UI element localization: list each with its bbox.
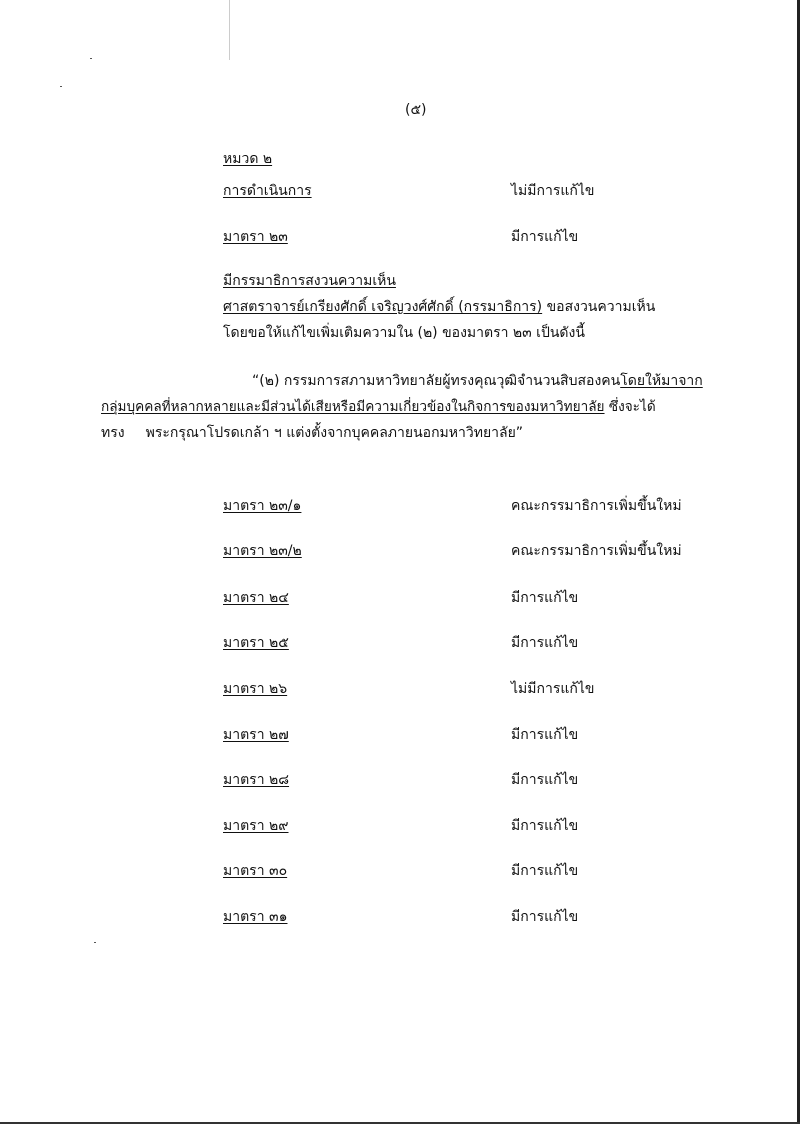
section-label: มาตรา ๒๘: [223, 772, 290, 788]
scan-speck: [60, 86, 62, 87]
quote-line-2-plain: ซึ่งจะได้: [604, 399, 656, 415]
scan-margin-line: [229, 0, 230, 60]
section-status: มีการแก้ไข: [511, 727, 579, 743]
quote-line-1-underlined: โดยให้มาจาก: [620, 373, 703, 389]
reservation-member-suffix: ขอสงวนความเห็น: [542, 299, 656, 315]
section-23-status: มีการแก้ไข: [511, 229, 579, 245]
section-label: มาตรา ๒๕: [223, 635, 289, 651]
section-label: มาตรา ๒๓/๑: [223, 498, 302, 514]
chapter-title: การดำเนินการ: [223, 183, 312, 199]
chapter-label: หมวด ๒: [223, 151, 273, 167]
page-number: (๕): [405, 102, 427, 118]
chapter-title-status: ไม่มีการแก้ไข: [511, 183, 595, 199]
section-status: มีการแก้ไข: [511, 772, 579, 788]
scan-speck: [90, 58, 92, 59]
quote-line-2-underlined: กลุ่มบุคคลที่หลากหลายและมีส่วนได้เสียหรือมีความเกี่ยวข้องในกิจการของมหาวิทยาลัย: [101, 399, 605, 415]
section-status: มีการแก้ไข: [511, 818, 579, 834]
section-status: คณะกรรมาธิการเพิ่มขึ้นใหม่: [511, 543, 682, 559]
section-23-label: มาตรา ๒๓: [223, 229, 288, 245]
quote-line-3: [101, 424, 523, 442]
quote-line-1: [252, 372, 703, 390]
section-label: มาตรา ๒๙: [223, 818, 289, 834]
reservation-line-1: [223, 298, 655, 316]
quote-line-3-start: ทรง: [101, 425, 125, 441]
quote-line-2: [101, 398, 656, 416]
section-label: มาตรา ๓๐: [223, 863, 288, 879]
quote-line-1-plain: “(๒) กรรมการสภามหาวิทยาลัยผู้ทรงคุณวุฒิจำนวนสิบสองคน: [252, 373, 621, 389]
section-status: คณะกรรมาธิการเพิ่มขึ้นใหม่: [511, 498, 682, 514]
section-label: มาตรา ๒๔: [223, 590, 289, 606]
section-status: มีการแก้ไข: [511, 909, 579, 925]
reservation-line-2: โดยขอให้แก้ไขเพิ่มเติมความใน (๒) ของมาตรา ๒๓ เป็นดังนี้: [223, 325, 585, 341]
reservation-member: ศาสตราจารย์เกรียงศักดิ์ เจริญวงศ์ศักดิ์ (กรรมาธิการ): [223, 299, 543, 315]
section-label: มาตรา ๓๑: [223, 909, 288, 925]
section-label: มาตรา ๒๗: [223, 727, 289, 743]
section-status: ไม่มีการแก้ไข: [511, 681, 595, 697]
section-status: มีการแก้ไข: [511, 863, 579, 879]
reservation-heading: มีกรรมาธิการสงวนความเห็น: [223, 273, 396, 289]
quote-line-3-rest: พระกรุณาโปรดเกล้า ฯ แต่งตั้งจากบุคคลภายนอกมหาวิทยาลัย”: [145, 425, 524, 441]
section-label: มาตรา ๒๖: [223, 681, 288, 697]
section-status: มีการแก้ไข: [511, 635, 579, 651]
section-label: มาตรา ๒๓/๒: [223, 543, 302, 559]
section-status: มีการแก้ไข: [511, 590, 579, 606]
scan-speck: [94, 942, 96, 943]
